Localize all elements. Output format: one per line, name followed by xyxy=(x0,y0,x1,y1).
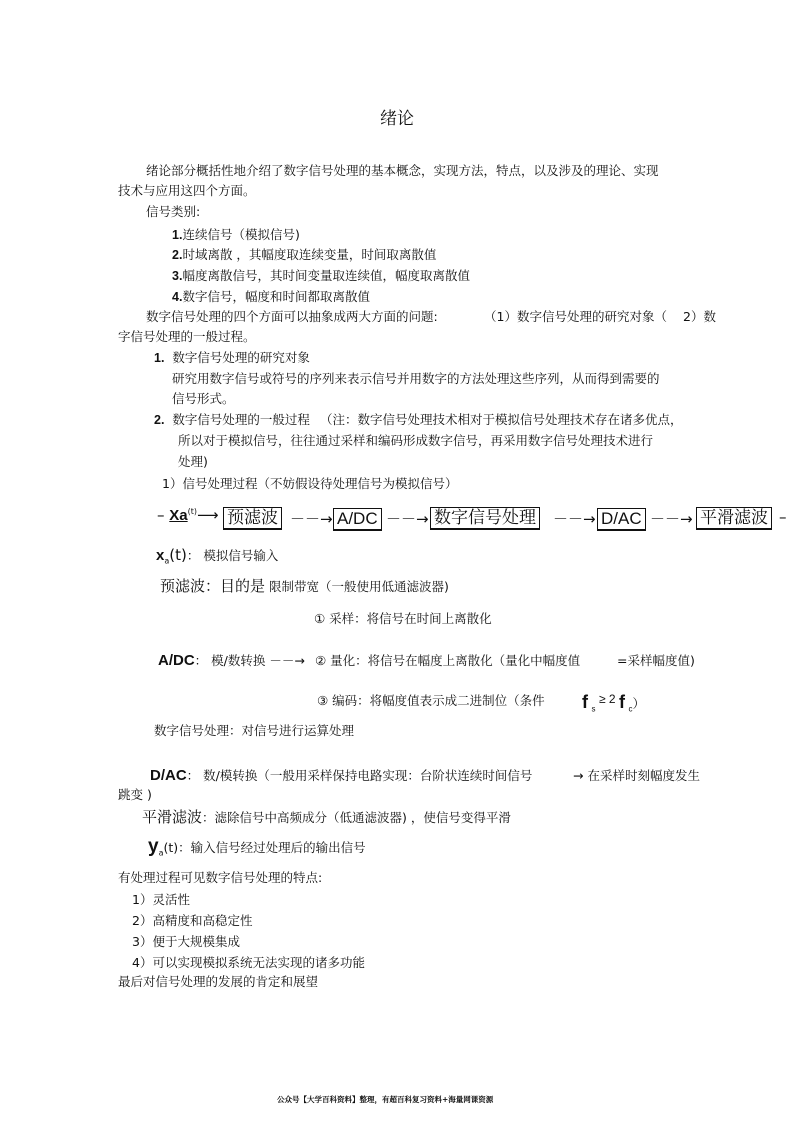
input-signal-label: – Xa$^{(t)}$⟶ xyxy=(157,506,219,524)
smoothing-definition: 平滑滤波：滤除信号中高频成分（低通滤波器) ，使信号变得平滑 xyxy=(142,808,511,826)
list-item: 3.幅度离散信号，其时间变量取连续值，幅度取离散值 xyxy=(172,268,470,283)
arrow: －－→ xyxy=(290,510,333,528)
xa-definition: $x_a(t)$： 模拟信号输入 xyxy=(156,546,279,566)
dsp-definition: 数字信号处理：对信号进行运算处理 xyxy=(154,723,355,738)
arrow-tail: – xyxy=(779,508,787,526)
list-item: 4.数字信号，幅度和时间都取离散值 xyxy=(172,289,370,304)
aspects-text: 2）数 xyxy=(683,309,716,324)
feature-item: 1）灵活性 xyxy=(132,892,190,907)
feature-item: 3）便于大规模集成 xyxy=(132,934,240,949)
section-body: 信号形式。 xyxy=(172,391,235,406)
aspects-text: （1）数字信号处理的研究对象（ xyxy=(484,309,667,324)
section-heading: 1. 数字信号处理的研究对象 xyxy=(154,350,310,365)
feature-item: 2）高精度和高稳定性 xyxy=(132,913,253,928)
features-intro: 有处理过程可见数字信号处理的特点: xyxy=(118,870,323,885)
arrow: －－→ xyxy=(386,510,429,528)
intro-line: 绪论部分概括性地介绍了数字信号处理的基本概念，实现方法，特点，以及涉及的理论、实现 xyxy=(146,163,659,178)
adc-step: =采样幅度值) xyxy=(617,653,695,668)
block-dsp: 数字信号处理 xyxy=(430,507,540,530)
section-body: 研究用数字信号或符号的序列来表示信号并用数字的方法处理这些序列，从而得到需要的 xyxy=(172,371,660,386)
list-item: 2.时域离散 ，其幅度取连续变量，时间取离散值 xyxy=(172,247,437,262)
aspects-text: 数字信号处理的四个方面可以抽象成两大方面的问题: xyxy=(146,309,438,324)
arrow: －－→ xyxy=(553,510,596,528)
dac-definition-wrap: 跳变 ) xyxy=(118,787,152,802)
adc-step: ② 量化：将信号在幅度上离散化（量化中幅度值 xyxy=(315,653,581,668)
block-prefilter: 预滤波 xyxy=(223,507,282,530)
ya-definition: $y_a(t)$：输入信号经过处理后的输出信号 xyxy=(148,836,366,858)
section-note: 处理) xyxy=(178,454,208,469)
block-smoothing: 平滑滤波 xyxy=(696,507,772,530)
sampling-condition: f $_s$ $^{\ge 2}$ f $_c$） xyxy=(582,692,646,714)
adc-definition: A/DC： 模/数转换 －－→ xyxy=(158,652,305,669)
adc-step: ① 采样：将信号在时间上离散化 xyxy=(314,611,492,626)
dac-definition: D/AC： 数/模转换（一般用采样保持电路实现：台阶状连续时间信号 xyxy=(150,767,533,784)
arrow: －－→ xyxy=(650,510,693,528)
feature-item: 4）可以实现模拟系统无法实现的诸多功能 xyxy=(132,955,365,970)
signal-types-label: 信号类别: xyxy=(146,204,201,219)
dac-definition-tail: → 在采样时刻幅度发生 xyxy=(573,768,700,783)
block-adc: A/DC xyxy=(333,508,382,531)
closing-text: 最后对信号处理的发展的肯定和展望 xyxy=(118,974,319,989)
prefilter-definition: 预滤波：目的是 限制带宽（一般使用低通滤波器) xyxy=(160,577,449,595)
page-footer: 公众号【大学百科资料】整理，有超百科复习资料+海量网课资源 xyxy=(277,1095,494,1104)
aspects-text: 字信号处理的一般过程。 xyxy=(118,329,256,344)
section-heading: 2. 数字信号处理的一般过程 xyxy=(154,412,310,427)
section-note: （注：数字信号处理技术相对于模拟信号处理技术存在诸多优点， xyxy=(320,412,683,427)
adc-step: ③ 编码：将幅度值表示成二进制位（条件 xyxy=(317,693,545,708)
block-dac: D/AC xyxy=(597,508,646,531)
intro-line: 技术与应用这四个方面。 xyxy=(118,183,256,198)
process-title: 1）信号处理过程（不妨假设待处理信号为模拟信号） xyxy=(162,476,458,491)
list-item: 1.连续信号（模拟信号) xyxy=(172,227,300,242)
section-note: 所以对于模拟信号，往往通过采样和编码形成数字信号，再采用数字信号处理技术进行 xyxy=(178,433,654,448)
page-title: 绪论 xyxy=(380,109,414,129)
